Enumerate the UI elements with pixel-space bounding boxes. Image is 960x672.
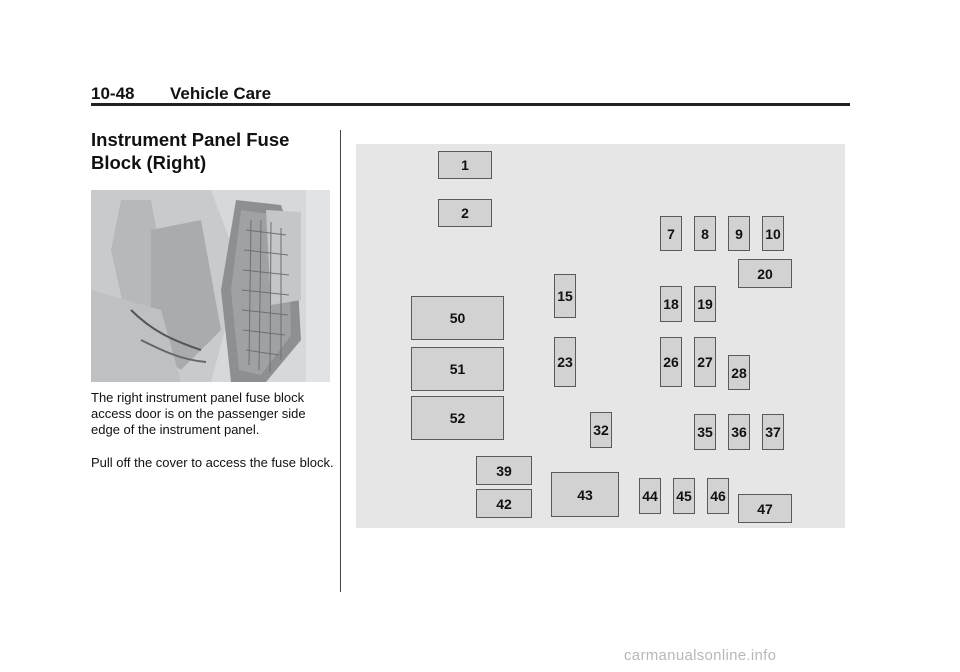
fuse-35: 35 <box>694 414 716 450</box>
fuse-1: 1 <box>438 151 492 179</box>
fuse-52: 52 <box>411 396 504 440</box>
fuse-18: 18 <box>660 286 682 322</box>
fuse-32: 32 <box>590 412 612 448</box>
fuse-46: 46 <box>707 478 729 514</box>
fuse-51: 51 <box>411 347 504 391</box>
fuse-block-photo <box>91 190 330 382</box>
paragraph-pull-cover: Pull off the cover to access the fuse block. <box>91 455 334 470</box>
fuse-36: 36 <box>728 414 750 450</box>
fuse-39: 39 <box>476 456 532 485</box>
fuse-47: 47 <box>738 494 792 523</box>
paragraph-access-door: The right instrument panel fuse block access door is on the passenger side edge of the instrument panel. <box>91 390 306 437</box>
fuse-20: 20 <box>738 259 792 288</box>
fuse-44: 44 <box>639 478 661 514</box>
header-rule <box>91 103 850 106</box>
fuse-42: 42 <box>476 489 532 518</box>
fuse-7: 7 <box>660 216 682 251</box>
fuse-23: 23 <box>554 337 576 387</box>
page-number: 10-48 <box>91 84 135 103</box>
fuse-26: 26 <box>660 337 682 387</box>
fuse-8: 8 <box>694 216 716 251</box>
fuse-43: 43 <box>551 472 619 517</box>
fuse-50: 50 <box>411 296 504 340</box>
column-divider <box>340 130 341 592</box>
fuse-27: 27 <box>694 337 716 387</box>
fuse-9: 9 <box>728 216 750 251</box>
fuse-2: 2 <box>438 199 492 227</box>
fuse-10: 10 <box>762 216 784 251</box>
fuse-15: 15 <box>554 274 576 318</box>
section-title: Instrument Panel Fuse Block (Right) <box>91 129 290 173</box>
fuse-block-diagram <box>356 144 845 528</box>
section-name: Vehicle Care <box>170 84 272 103</box>
fuse-45: 45 <box>673 478 695 514</box>
fuse-28: 28 <box>728 355 750 390</box>
watermark: carmanualsonline.info <box>624 647 777 664</box>
fuse-37: 37 <box>762 414 784 450</box>
fuse-19: 19 <box>694 286 716 322</box>
